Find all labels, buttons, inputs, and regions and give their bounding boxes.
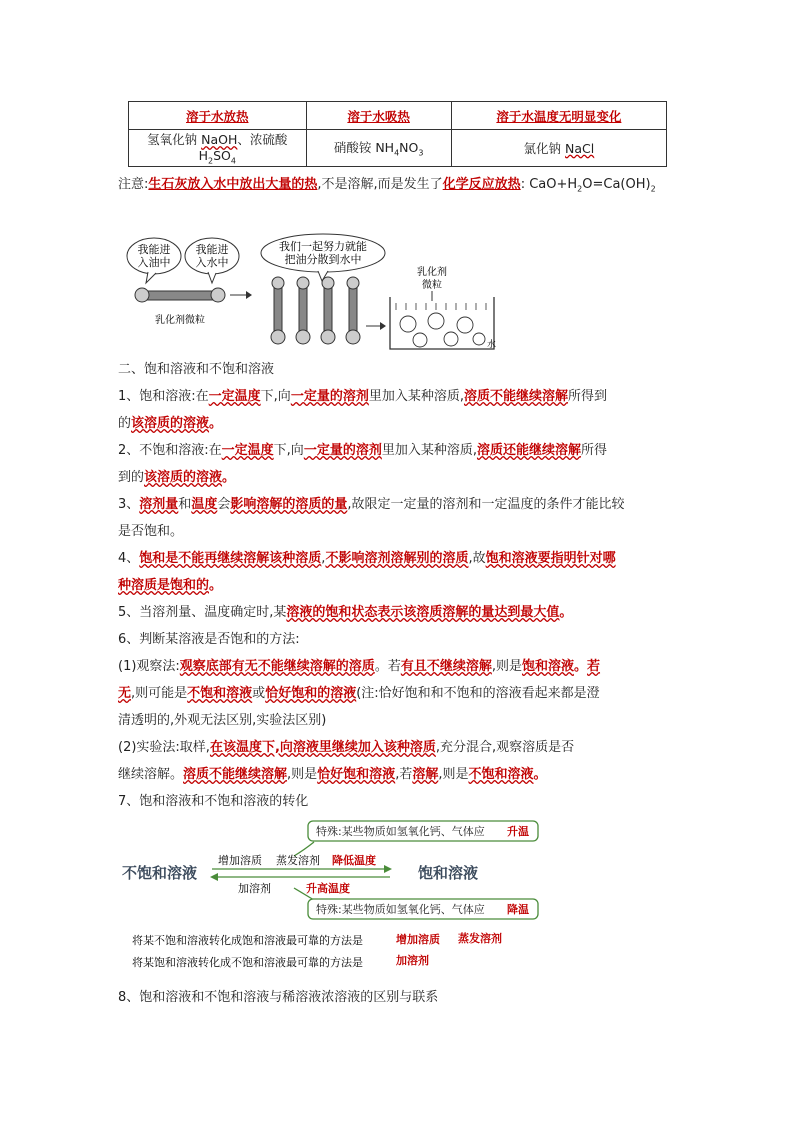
para-7: 7、饱和溶液和不饱和溶液的转化 [118,794,309,809]
svg-text:升高温度: 升高温度 [306,882,350,895]
para-6-1: (1)观察法:观察底部有无不能继续溶解的溶质。若有且不继续溶解,则是饱和溶液。若 无,则可能是不饱和溶液或恰好饱和的溶液(注:恰好饱和和不饱和的溶液看起来都是澄 清透明的,外观无法区别,实验法区别) [118,659,601,728]
svg-text:乳化剂微粒: 乳化剂微粒 [155,315,205,326]
cell-endothermic: 硝酸铵 $NH_4NO_3$ [306,130,451,167]
para-1: 1、饱和溶液:在一定温度下,向一定量的溶剂里加入某种溶质,溶质不能继续溶解所得到 的该溶质的溶液。 [118,389,607,431]
para-5: 5、当溶剂量、温度确定时,某溶液的饱和状态表示该溶质溶解的量达到最大值。 [118,605,573,620]
para-8: 8、饱和溶液和不饱和溶液与稀溶液浓溶液的区别与联系 [118,990,439,1005]
para-6-2: (2)实验法:取样,在该温度下,向溶液里继续加入该种溶质,充分混合,观察溶质是否 继续溶解。溶质不能继续溶解,则是恰好饱和溶液,若溶解,则是不饱和溶液。 [118,740,575,782]
svg-text:特殊:某些物质如氢氧化钙、气体应: 特殊:某些物质如氢氧化钙、气体应 [316,825,485,838]
conversion-diagram [118,818,568,978]
svg-text:增加溶质: 增加溶质 [218,854,262,867]
svg-text:将某饱和溶液转化成不饱和溶液最可靠的方法是: 将某饱和溶液转化成不饱和溶液最可靠的方法是 [132,956,363,969]
svg-text:蒸发溶剂: 蒸发溶剂 [458,932,502,945]
svg-text:增加溶质: 增加溶质 [396,933,440,946]
svg-text:加溶剂: 加溶剂 [238,882,271,895]
svg-text:我们一起努力就能: 我们一起努力就能 [279,240,367,253]
svg-text:蒸发溶剂: 蒸发溶剂 [276,854,320,867]
header-endothermic: 溶于水吸热 [347,108,410,124]
svg-text:入油中: 入油中 [137,256,171,269]
svg-text:我能进: 我能进 [195,243,229,256]
svg-text:水: 水 [487,340,497,350]
svg-text:特殊:某些物质如氢氧化钙、气体应: 特殊:某些物质如氢氧化钙、气体应 [316,903,485,916]
header-exothermic: 溶于水放热 [186,108,249,124]
table-row [129,130,667,167]
svg-text:饱和溶液: 饱和溶液 [418,864,479,882]
svg-text:微粒: 微粒 [422,280,442,291]
cell-exothermic: 氢氧化钠 NaOH、浓硫酸 $H_2SO_4$ [129,130,307,167]
para-4: 4、饱和是不能再继续溶解该种溶质,不影响溶剂溶解别的溶质,故饱和溶液要指明针对哪 种溶质是饱和的。 [118,551,616,593]
svg-text:不饱和溶液: 不饱和溶液 [122,864,198,882]
svg-text:降低温度: 降低温度 [332,854,376,867]
solubility-heat-table [128,101,667,167]
para-3: 3、溶剂量和温度会影响溶解的溶质的量,故限定一定量的溶剂和一定温度的条件才能比较 是否饱和。 [118,497,625,539]
cell-no-change: 氯化钠 NaCl [451,130,666,167]
svg-text:把油分散到水中: 把油分散到水中 [284,253,362,266]
svg-text:入水中: 入水中 [195,256,229,269]
para-6: 6、判断某溶液是否饱和的方法: [118,632,300,647]
svg-text:加溶剂: 加溶剂 [396,954,429,967]
svg-text:降温: 降温 [507,903,529,916]
emulsifier-figure [118,231,518,356]
table-header-row [129,102,667,130]
section2-title: 二、饱和溶液和不饱和溶液 [118,362,275,377]
header-no-change: 溶于水温度无明显变化 [496,108,622,124]
svg-text:将某不饱和溶液转化成饱和溶液最可靠的方法是: 将某不饱和溶液转化成饱和溶液最可靠的方法是 [132,934,363,947]
svg-text:我能进: 我能进 [137,243,171,256]
para-2: 2、不饱和溶液:在一定温度下,向一定量的溶剂里加入某种溶质,溶质还能继续溶解所得 到的该溶质的溶液。 [118,443,607,485]
svg-text:升温: 升温 [507,825,529,838]
svg-text:乳化剂: 乳化剂 [417,267,447,278]
note-line: 注意:生石灰放入水中放出大量的热,不是溶解,而是发生了化学反应放热: $CaO+H_2O=Ca(OH)_2$ [118,177,656,194]
